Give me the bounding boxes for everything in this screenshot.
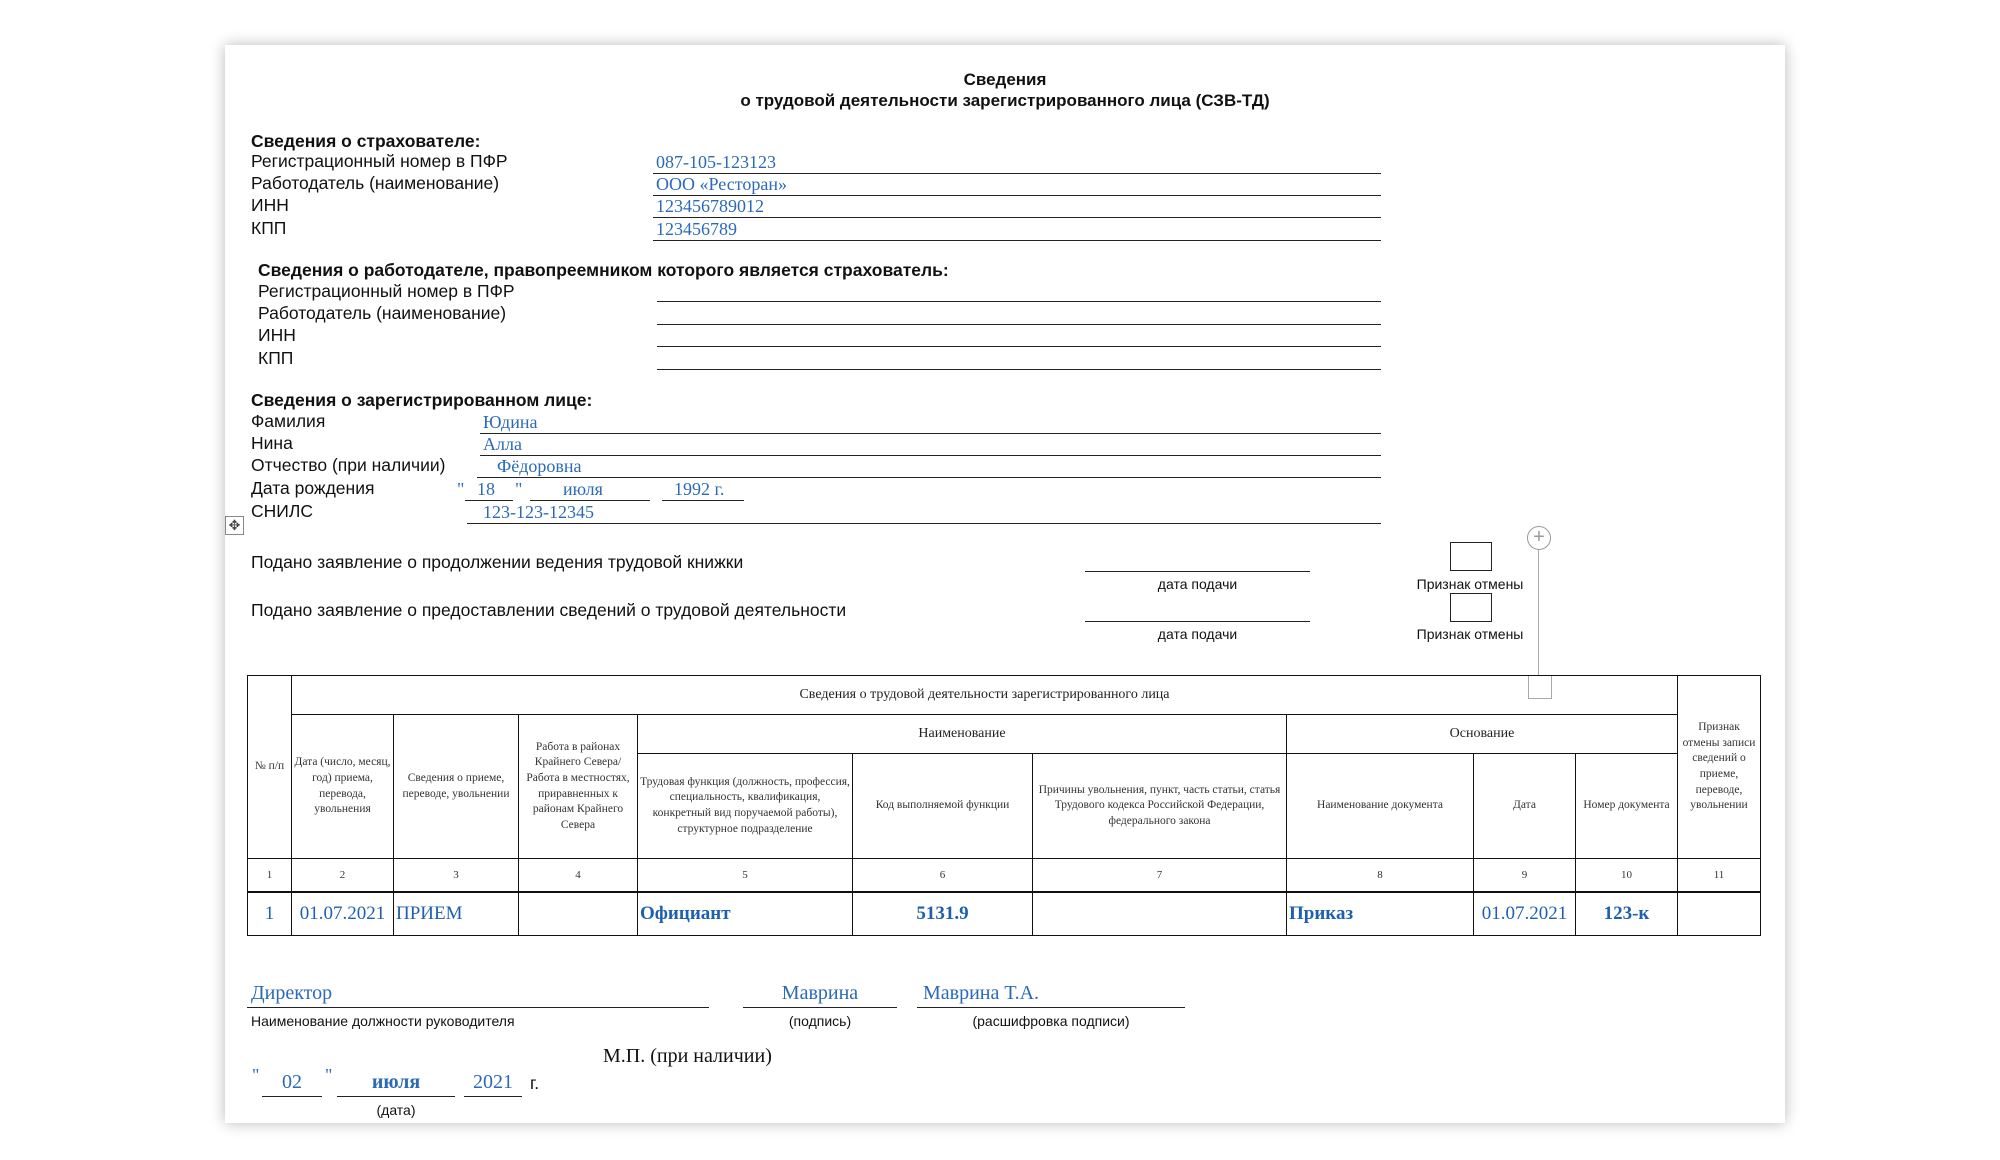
cell-info[interactable]: ПРИЕМ bbox=[394, 892, 519, 936]
decode-value[interactable]: Маврина Т.А. bbox=[923, 982, 1040, 1004]
birth-year-value[interactable]: 1992 г. bbox=[674, 479, 725, 499]
table-main-header: Сведения о трудовой деятельности зарегистрированного лица bbox=[292, 676, 1678, 715]
insurer-name-label: Работодатель (наименование) bbox=[251, 173, 500, 193]
insurer-reg-value[interactable]: 087-105-123123 bbox=[656, 152, 776, 172]
provide-date-line[interactable] bbox=[1085, 621, 1310, 622]
insurer-inn-line bbox=[653, 217, 1381, 218]
col-code-header: Код выполняемой функции bbox=[853, 754, 1033, 859]
provide-cancel-checkbox[interactable] bbox=[1450, 593, 1492, 622]
person-heading: Сведения о зарегистрированном лице: bbox=[251, 390, 593, 410]
col-number: 7 bbox=[1033, 859, 1287, 893]
insurer-kpp-label: КПП bbox=[251, 218, 287, 238]
birth-month-line bbox=[530, 500, 650, 501]
continue-application-label: Подано заявление о продолжении ведения трудовой книжки bbox=[251, 552, 744, 572]
date-day-line bbox=[262, 1096, 322, 1097]
continue-date-line[interactable] bbox=[1085, 571, 1310, 572]
continue-cancel-checkbox[interactable] bbox=[1450, 542, 1492, 571]
col-number: 5 bbox=[638, 859, 853, 893]
col-date-header: Дата (число, месяц, год) приема, перевода, увольнения bbox=[292, 715, 394, 859]
name-value[interactable]: Алла bbox=[483, 434, 522, 454]
cell-reason[interactable] bbox=[1033, 892, 1287, 936]
signature-caption: (подпись) bbox=[788, 1013, 852, 1029]
col-number: 6 bbox=[853, 859, 1033, 893]
patronymic-line bbox=[477, 477, 1381, 478]
cell-date[interactable]: 01.07.2021 bbox=[292, 892, 394, 936]
snils-label: СНИЛС bbox=[251, 501, 313, 521]
predecessor-inn-line[interactable] bbox=[657, 346, 1381, 347]
date-year-value[interactable]: 2021 bbox=[473, 1071, 513, 1093]
insurer-kpp-value[interactable]: 123456789 bbox=[656, 219, 737, 239]
labor-activity-table bbox=[247, 675, 1761, 936]
signature-value[interactable]: Маврина bbox=[781, 982, 859, 1004]
date-open-quote: " bbox=[252, 1065, 260, 1085]
provide-application-label: Подано заявление о предоставлении сведений о трудовой деятельности bbox=[251, 600, 847, 620]
col-number: 4 bbox=[519, 859, 638, 893]
predecessor-name-label: Работодатель (наименование) bbox=[258, 303, 507, 323]
insurer-name-value[interactable]: ООО «Ресторан» bbox=[656, 174, 787, 194]
date-caption: (дата) bbox=[376, 1102, 416, 1118]
predecessor-reg-label: Регистрационный номер в ПФР bbox=[258, 281, 515, 301]
form-subtitle: о трудовой деятельности зарегистрированного лица (СЗВ-ТД) bbox=[740, 91, 1270, 110]
birth-day-value[interactable]: 18 bbox=[477, 479, 495, 499]
date-day-value[interactable]: 02 bbox=[282, 1071, 302, 1093]
provide-cancel-caption: Признак отмены bbox=[1416, 626, 1524, 642]
col-function-header: Трудовая функция (должность, профессия, специальность, квалификация, конкретный вид поручаемой работы), структурное подразделение bbox=[638, 754, 853, 859]
insurer-inn-label: ИНН bbox=[251, 195, 289, 215]
birth-close-quote: " bbox=[515, 479, 523, 499]
col-number: 9 bbox=[1474, 859, 1576, 893]
date-year-suffix: г. bbox=[530, 1073, 540, 1093]
birth-day-line bbox=[465, 500, 513, 501]
col-num-header: № п/п bbox=[248, 676, 292, 859]
patronymic-value[interactable]: Фёдоровна bbox=[497, 456, 582, 476]
date-year-line bbox=[464, 1096, 522, 1097]
name-line bbox=[480, 455, 1381, 456]
insurer-reg-label: Регистрационный номер в ПФР bbox=[251, 151, 508, 171]
birth-open-quote: " bbox=[457, 479, 465, 499]
insurer-inn-value[interactable]: 123456789012 bbox=[656, 196, 764, 216]
surname-value[interactable]: Юдина bbox=[483, 412, 538, 432]
add-anchor-icon[interactable]: + bbox=[1527, 526, 1551, 550]
position-value[interactable]: Директор bbox=[251, 982, 333, 1004]
date-month-value[interactable]: июля bbox=[371, 1071, 421, 1093]
position-line bbox=[247, 1007, 709, 1008]
col-docname-header: Наименование документа bbox=[1287, 754, 1474, 859]
col-info-header: Сведения о приеме, переводе, увольнении bbox=[394, 715, 519, 859]
cell-code[interactable]: 5131.9 bbox=[853, 892, 1033, 936]
birth-label: Дата рождения bbox=[251, 478, 375, 498]
name-label: Нина bbox=[251, 433, 293, 453]
date-month-line bbox=[337, 1096, 455, 1097]
form-page bbox=[225, 45, 1785, 1123]
cell-north[interactable] bbox=[519, 892, 638, 936]
cell-docname[interactable]: Приказ bbox=[1287, 892, 1474, 936]
continue-cancel-caption: Признак отмены bbox=[1416, 576, 1524, 592]
cell-cancel[interactable] bbox=[1678, 892, 1761, 936]
patronymic-label: Отчество (при наличии) bbox=[251, 455, 446, 475]
anchor-line bbox=[1538, 550, 1539, 675]
date-close-quote: " bbox=[325, 1065, 333, 1085]
birth-month-value[interactable]: июля bbox=[563, 479, 603, 499]
predecessor-name-line[interactable] bbox=[657, 324, 1381, 325]
surname-label: Фамилия bbox=[251, 411, 326, 431]
signature-line bbox=[743, 1007, 897, 1008]
decode-line bbox=[917, 1007, 1185, 1008]
cell-docdate[interactable]: 01.07.2021 bbox=[1474, 892, 1576, 936]
col-number: 11 bbox=[1678, 859, 1761, 893]
predecessor-kpp-line[interactable] bbox=[657, 369, 1381, 370]
table-row bbox=[248, 892, 1761, 936]
snils-line bbox=[467, 523, 1381, 524]
snils-value[interactable]: 123-123-12345 bbox=[483, 502, 594, 522]
cell-num[interactable]: 1 bbox=[248, 892, 292, 936]
group-basis-header: Основание bbox=[1287, 715, 1678, 754]
col-reason-header: Причины увольнения, пункт, часть статьи, статья Трудового кодекса Российской Федерации, федерального закона bbox=[1033, 754, 1287, 859]
predecessor-heading: Сведения о работодателе, правопреемником которого является страхователь: bbox=[258, 260, 949, 280]
predecessor-kpp-label: КПП bbox=[258, 348, 294, 368]
col-cancel-header: Признак отмены записи сведений о приеме, переводе, увольнении bbox=[1678, 676, 1761, 859]
group-name-header: Наименование bbox=[638, 715, 1287, 754]
predecessor-reg-line[interactable] bbox=[657, 301, 1381, 302]
move-handle-icon[interactable]: ✥ bbox=[225, 516, 244, 535]
col-number: 1 bbox=[248, 859, 292, 893]
column-numbers-row bbox=[248, 859, 1761, 893]
position-caption: Наименование должности руководителя bbox=[251, 1013, 515, 1029]
col-docdate-header: Дата bbox=[1474, 754, 1576, 859]
provide-date-caption: дата подачи bbox=[1157, 626, 1238, 642]
form-title: Сведения bbox=[963, 70, 1047, 89]
insurer-kpp-line bbox=[653, 240, 1381, 241]
surname-line bbox=[480, 433, 1381, 434]
col-number: 3 bbox=[394, 859, 519, 893]
col-number: 8 bbox=[1287, 859, 1474, 893]
continue-date-caption: дата подачи bbox=[1157, 576, 1238, 592]
insurer-heading: Сведения о страхователе: bbox=[251, 131, 481, 151]
predecessor-inn-label: ИНН bbox=[258, 325, 296, 345]
stamp-label: М.П. (при наличии) bbox=[603, 1045, 772, 1067]
col-number: 10 bbox=[1576, 859, 1678, 893]
cell-docnum[interactable]: 123-к bbox=[1576, 892, 1678, 936]
cell-function[interactable]: Официант bbox=[638, 892, 853, 936]
decode-caption: (расшифровка подписи) bbox=[972, 1013, 1130, 1029]
col-north-header: Работа в районах Крайнего Севера/Работа в местностях, приравненных к районам Крайнего Севера bbox=[519, 715, 638, 859]
col-number: 2 bbox=[292, 859, 394, 893]
col-docnum-header: Номер документа bbox=[1576, 754, 1678, 859]
birth-year-line bbox=[662, 500, 744, 501]
